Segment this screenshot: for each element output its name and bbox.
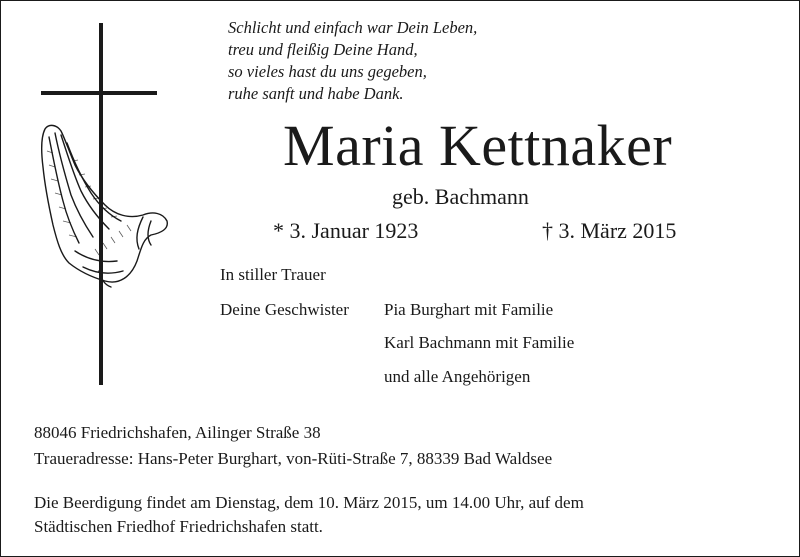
death-date: † 3. März 2015 <box>542 218 677 243</box>
poem-line: treu und fleißig Deine Hand, <box>228 40 418 59</box>
poem-line: Schlicht und einfach war Dein Leben, <box>228 18 478 37</box>
mourning-address: Traueradresse: Hans-Peter Burghart, von-Rüti-Straße 7, 88339 Bad Waldsee <box>34 449 553 468</box>
birth-date: * 3. Januar 1923 <box>273 218 419 243</box>
funeral-info-line: Die Beerdigung findet am Dienstag, dem 10. März 2015, um 14.00 Uhr, auf dem <box>34 493 584 512</box>
praying-hands-icon <box>39 121 171 291</box>
mourner-name: Karl Bachmann mit Familie <box>384 333 575 352</box>
mourner-group-label: Deine Geschwister <box>220 300 349 319</box>
funeral-info-line: Städtischen Friedhof Friedrichshafen statt. <box>34 517 323 536</box>
poem-line: ruhe sanft und habe Dank. <box>228 84 404 103</box>
home-address: 88046 Friedrichshafen, Ailinger Straße 38 <box>34 423 321 442</box>
poem <box>228 17 477 105</box>
poem-line: so vieles hast du uns gegeben, <box>228 62 427 81</box>
mourner-name: und alle Angehörigen <box>384 367 531 386</box>
deceased-name: Maria Kettnaker <box>283 113 673 178</box>
maiden-name: geb. Bachmann <box>392 184 529 209</box>
cross-horizontal-bar <box>41 91 157 95</box>
mourning-intro: In stiller Trauer <box>220 265 326 284</box>
mourner-name: Pia Burghart mit Familie <box>384 300 554 319</box>
